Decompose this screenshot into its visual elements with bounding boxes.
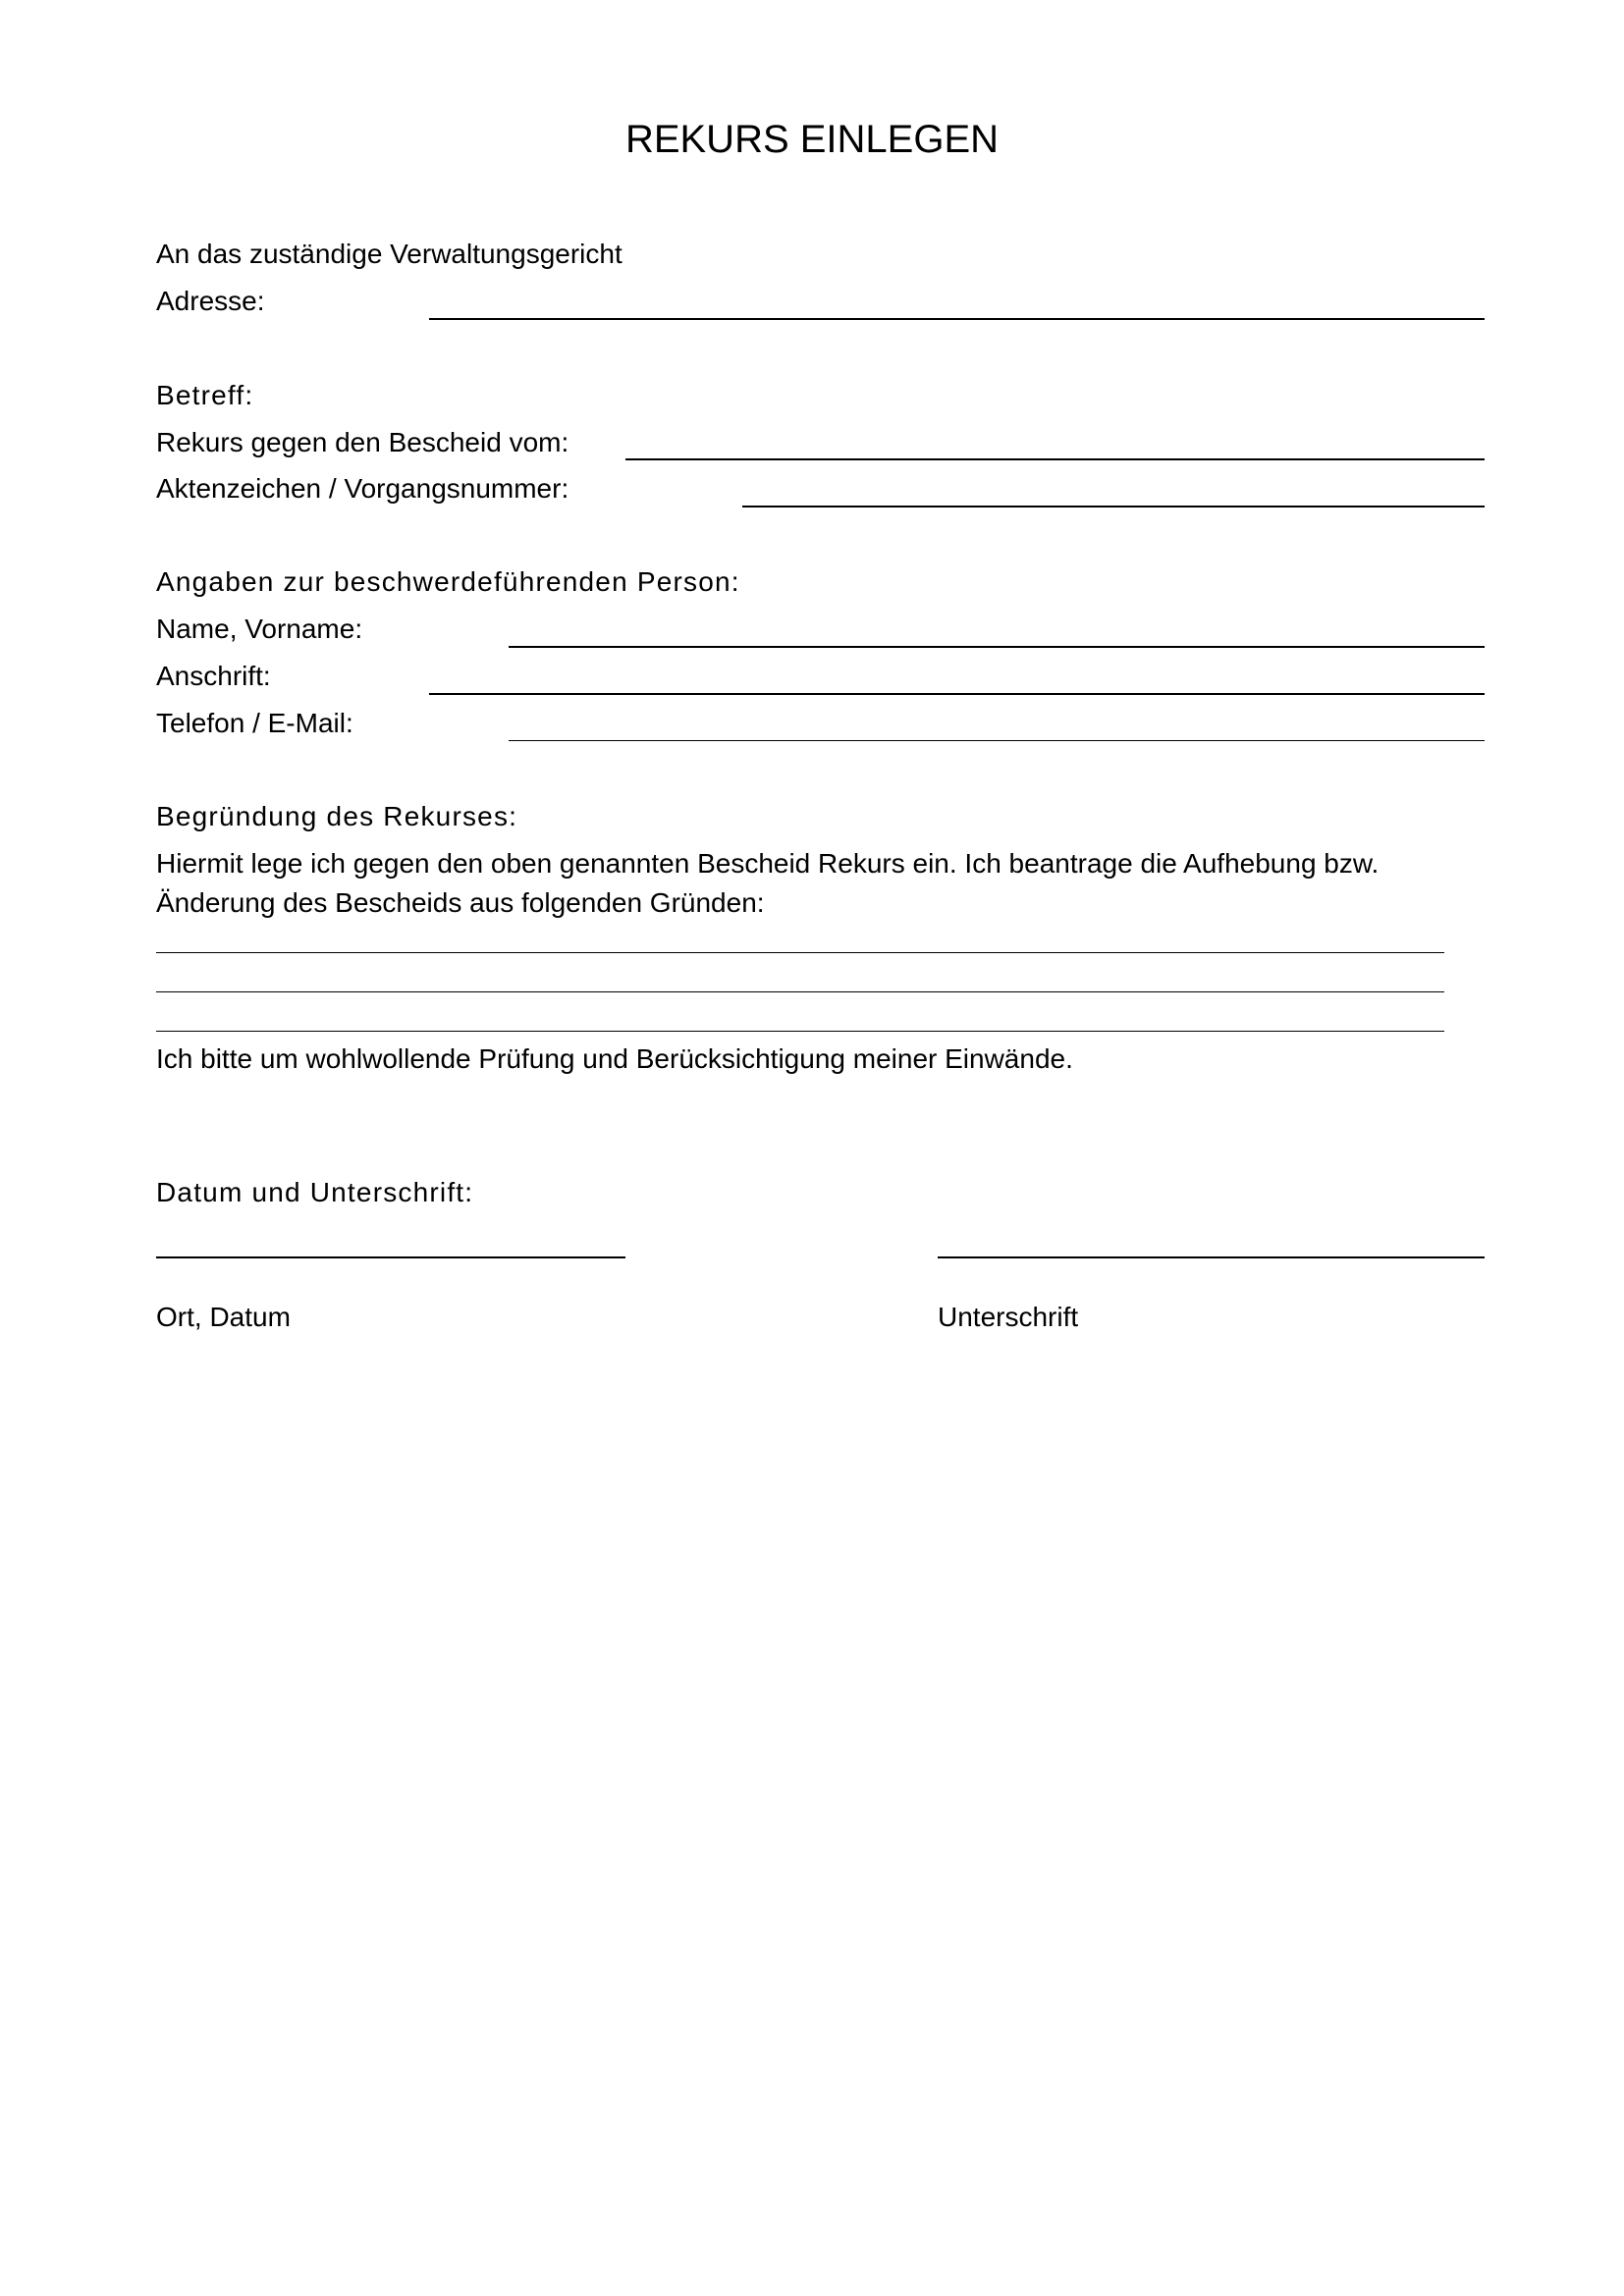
decision-date-label: Rekurs gegen den Bescheid vom: — [156, 427, 569, 457]
recipient-line: An das zuständige Verwaltungsgericht — [156, 239, 623, 269]
reason-line[interactable] — [156, 1031, 1444, 1032]
reasons-text: Hiermit lege ich gegen den oben genannten Bescheid Rekurs ein. Ich beantrage die Aufhebung bzw. Änderung des Bescheids aus folgenden Gründen: — [156, 848, 1380, 918]
reason-line[interactable] — [156, 991, 1444, 992]
postal-address-field[interactable] — [429, 693, 1485, 695]
postal-address-label: Anschrift: — [156, 661, 271, 691]
place-date-field[interactable] — [156, 1256, 625, 1258]
closing-text: Ich bitte um wohlwollende Prüfung und Berücksichtigung meiner Einwände. — [156, 1043, 1073, 1074]
reference-field[interactable] — [742, 506, 1485, 507]
contact-label: Telefon / E-Mail: — [156, 708, 353, 738]
reasons-heading: Begründung des Rekurses: — [156, 801, 518, 831]
address-field[interactable] — [429, 318, 1485, 320]
decision-date-field[interactable] — [625, 458, 1485, 460]
signature-label: Unterschrift — [938, 1302, 1079, 1332]
address-label: Adresse: — [156, 286, 265, 316]
name-label: Name, Vorname: — [156, 614, 363, 644]
contact-field[interactable] — [509, 740, 1485, 741]
complainant-heading: Angaben zur beschwerdeführenden Person: — [156, 566, 740, 597]
signature-heading: Datum und Unterschrift: — [156, 1177, 474, 1207]
subject-heading: Betreff: — [156, 380, 254, 410]
reference-label: Aktenzeichen / Vorgangsnummer: — [156, 473, 569, 504]
reason-line[interactable] — [156, 952, 1444, 953]
place-date-label: Ort, Datum — [156, 1302, 291, 1332]
signature-field[interactable] — [938, 1256, 1485, 1258]
page-title: REKURS EINLEGEN — [624, 118, 1000, 161]
name-field[interactable] — [509, 646, 1485, 648]
